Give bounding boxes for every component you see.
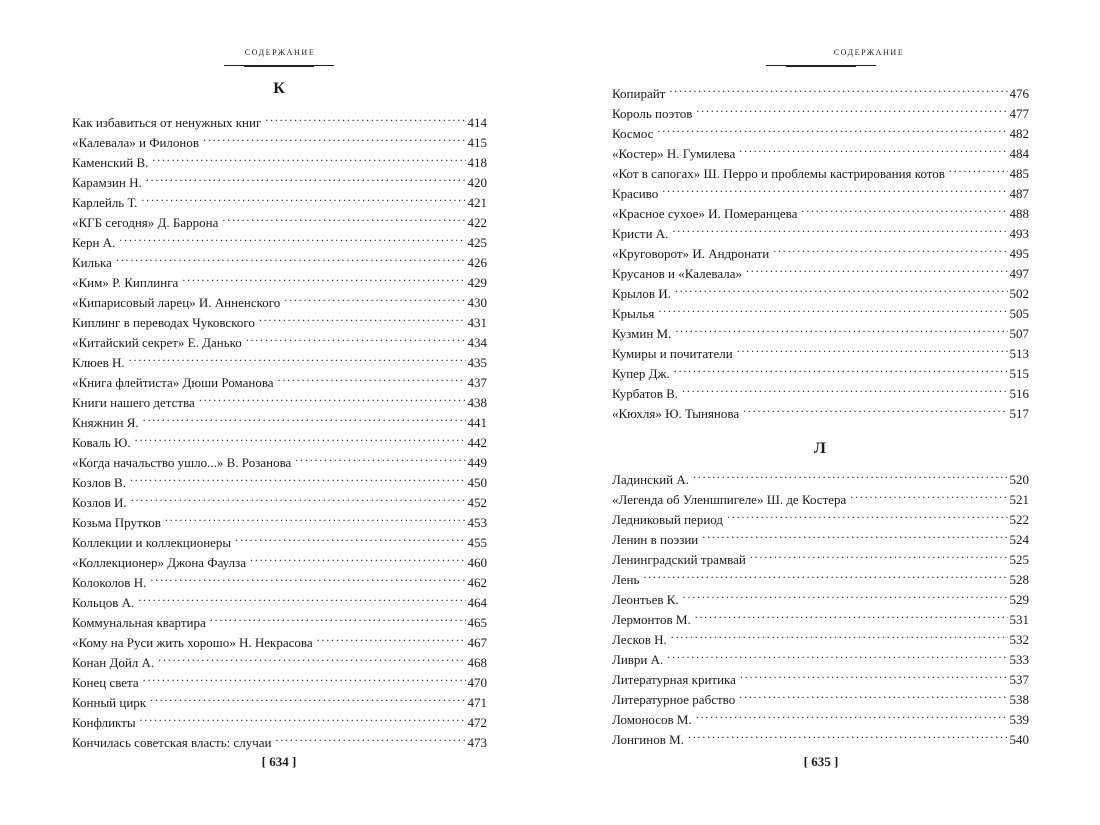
entry-title: Кристи А. xyxy=(612,226,669,241)
entry-title: Конан Дойл А. xyxy=(72,655,155,670)
entry-title: Козлов И. xyxy=(72,495,127,510)
dot-leader xyxy=(696,98,1007,118)
entry-title: Космос xyxy=(612,126,654,141)
dot-leader xyxy=(143,407,466,427)
dot-leader xyxy=(129,347,466,367)
toc-list xyxy=(612,78,1029,421)
dot-leader xyxy=(702,524,1007,544)
entry-title: Крылья xyxy=(612,306,655,321)
toc-entry xyxy=(72,427,487,450)
entry-page-number: 473 xyxy=(467,735,487,750)
dot-leader xyxy=(688,724,1008,744)
dot-leader xyxy=(658,298,1007,318)
entry-title: «Ким» Р. Киплинга xyxy=(72,275,179,290)
toc-entry xyxy=(72,107,487,130)
entry-page-number: 537 xyxy=(1009,672,1029,687)
entry-page-number: 441 xyxy=(467,415,487,430)
entry-page-number: 455 xyxy=(467,535,487,550)
entry-title: Карамзин Н. xyxy=(72,175,142,190)
dot-leader xyxy=(265,107,465,127)
entry-title: Конный цирк xyxy=(72,695,147,710)
entry-title: Как избавиться от ненужных книг xyxy=(72,115,262,130)
dot-leader xyxy=(672,218,1007,238)
dot-leader xyxy=(674,358,1008,378)
dot-leader xyxy=(657,118,1007,138)
entry-page-number: 528 xyxy=(1009,572,1029,587)
toc-entry xyxy=(612,298,1029,321)
entry-page-number: 487 xyxy=(1009,186,1029,201)
toc-entry xyxy=(612,278,1029,301)
toc-list xyxy=(612,464,1029,747)
toc-entry xyxy=(72,467,487,490)
entry-page-number: 420 xyxy=(467,175,487,190)
dot-leader xyxy=(143,667,466,687)
right-page xyxy=(550,0,1100,825)
entry-page-number: 539 xyxy=(1009,712,1029,727)
entry-page-number: 531 xyxy=(1009,612,1029,627)
entry-title: Кончилась советская власть: случаи xyxy=(72,735,272,750)
entry-title: «Кипарисовый ларец» И. Анненского xyxy=(72,295,281,310)
entry-title: Лесков Н. xyxy=(612,632,667,647)
entry-title: Курбатов В. xyxy=(612,386,679,401)
entry-page-number: 482 xyxy=(1009,126,1029,141)
entry-title: «Легенда об Уленшпигеле» Ш. де Костера xyxy=(612,492,847,507)
entry-page-number: 415 xyxy=(467,135,487,150)
entry-page-number: 452 xyxy=(467,495,487,510)
entry-page-number: 453 xyxy=(467,515,487,530)
dot-leader xyxy=(850,484,1007,504)
dot-leader xyxy=(737,338,1008,358)
dot-leader xyxy=(135,427,466,447)
entry-page-number: 462 xyxy=(467,575,487,590)
entry-page-number: 438 xyxy=(467,395,487,410)
entry-page-number: 464 xyxy=(467,595,487,610)
dot-leader xyxy=(152,147,465,167)
toc-entry xyxy=(612,664,1029,687)
dot-leader xyxy=(801,198,1007,218)
dot-leader xyxy=(695,604,1008,624)
section-letter: Л xyxy=(814,440,826,457)
entry-title: Кузмин М. xyxy=(612,326,672,341)
entry-page-number: 524 xyxy=(1009,532,1029,547)
toc-entry xyxy=(72,367,487,390)
entry-page-number: 421 xyxy=(467,195,487,210)
entry-page-number: 472 xyxy=(467,715,487,730)
entry-title: Киплинг в переводах Чуковского xyxy=(72,315,255,330)
dot-leader xyxy=(662,178,1007,198)
entry-title: Клюев Н. xyxy=(72,355,125,370)
entry-title: «Коллекционер» Джона Фаулза xyxy=(72,555,247,570)
dot-leader xyxy=(138,587,465,607)
entry-title: Ленинградский трамвай xyxy=(612,552,746,567)
entry-title: Колоколов Н. xyxy=(72,575,147,590)
toc-entry xyxy=(72,487,487,510)
page-number: [ 634 ] xyxy=(261,754,297,769)
entry-page-number: 471 xyxy=(467,695,487,710)
entry-page-number: 485 xyxy=(1009,166,1029,181)
toc-entry xyxy=(72,247,487,270)
dot-leader xyxy=(259,307,466,327)
toc-list xyxy=(72,107,487,750)
entry-page-number: 525 xyxy=(1009,552,1029,567)
entry-title: «Книга флейтиста» Дюши Романова xyxy=(72,375,274,390)
entry-page-number: 426 xyxy=(467,255,487,270)
entry-title: Лень xyxy=(612,572,640,587)
dot-leader xyxy=(250,547,465,567)
dot-leader xyxy=(746,258,1008,278)
entry-page-number: 477 xyxy=(1009,106,1029,121)
dot-leader xyxy=(199,387,466,407)
entry-title: Ленин в поэзии xyxy=(612,532,699,547)
entry-title: «КГБ сегодня» Д. Баррона xyxy=(72,215,219,230)
running-head: содержание xyxy=(833,46,905,58)
toc-entry xyxy=(612,98,1029,121)
entry-title: Литературная критика xyxy=(612,672,736,687)
toc-entry xyxy=(72,447,487,470)
dot-leader xyxy=(131,487,466,507)
entry-page-number: 507 xyxy=(1009,326,1029,341)
entry-page-number: 517 xyxy=(1009,406,1029,421)
entry-title: Ледниковый период xyxy=(612,512,724,527)
dot-leader xyxy=(743,398,1007,418)
toc-entry xyxy=(612,318,1029,341)
running-head: содержание xyxy=(244,46,316,58)
entry-page-number: 470 xyxy=(467,675,487,690)
entry-page-number: 538 xyxy=(1009,692,1029,707)
entry-page-number: 435 xyxy=(467,355,487,370)
page-number: [ 635 ] xyxy=(803,754,839,769)
dot-leader xyxy=(682,378,1007,398)
dot-leader xyxy=(317,627,466,647)
toc-entry xyxy=(612,624,1029,647)
entry-page-number: 493 xyxy=(1009,226,1029,241)
dot-leader xyxy=(696,704,1008,724)
entry-page-number: 429 xyxy=(467,275,487,290)
dot-leader xyxy=(150,687,465,707)
entry-page-number: 460 xyxy=(467,555,487,570)
entry-title: Карлейль Т. xyxy=(72,195,138,210)
dot-leader xyxy=(130,467,466,487)
entry-page-number: 516 xyxy=(1009,386,1029,401)
entry-page-number: 488 xyxy=(1009,206,1029,221)
entry-page-number: 449 xyxy=(467,455,487,470)
entry-page-number: 522 xyxy=(1009,512,1029,527)
entry-title: Коваль Ю. xyxy=(72,435,131,450)
entry-title: Козьма Прутков xyxy=(72,515,161,530)
entry-title: Кумиры и почитатели xyxy=(612,346,733,361)
entry-title: Литературное рабство xyxy=(612,692,736,707)
toc-entry xyxy=(612,118,1029,141)
dot-leader xyxy=(141,187,465,207)
entry-title: Книги нашего детства xyxy=(72,395,195,410)
entry-title: «Кюхля» Ю. Тынянова xyxy=(612,406,740,421)
toc-entry xyxy=(612,338,1029,361)
dot-leader xyxy=(278,367,466,387)
entry-page-number: 495 xyxy=(1009,246,1029,261)
entry-page-number: 540 xyxy=(1009,732,1029,747)
entry-title: Ливри А. xyxy=(612,652,664,667)
dot-leader xyxy=(140,707,466,727)
dot-leader xyxy=(295,447,465,467)
dot-leader xyxy=(210,607,466,627)
head-rule xyxy=(766,65,876,67)
entry-page-number: 513 xyxy=(1009,346,1029,361)
toc-entry xyxy=(612,464,1029,487)
dot-leader xyxy=(276,727,466,747)
toc-entry xyxy=(72,347,487,370)
toc-entry xyxy=(612,78,1029,101)
entry-page-number: 520 xyxy=(1009,472,1029,487)
entry-title: Ломоносов М. xyxy=(612,712,692,727)
entry-title: Лонгинов М. xyxy=(612,732,684,747)
toc-entry xyxy=(612,218,1029,241)
entry-title: Конфликты xyxy=(72,715,136,730)
dot-leader xyxy=(182,267,465,287)
dot-leader xyxy=(675,278,1008,298)
dot-leader xyxy=(150,567,465,587)
entry-page-number: 505 xyxy=(1009,306,1029,321)
entry-title: Коммунальная квартира xyxy=(72,615,206,630)
dot-leader xyxy=(949,158,1008,178)
dot-leader xyxy=(146,167,466,187)
entry-title: Козлов В. xyxy=(72,475,126,490)
entry-title: «Калевала» и Филонов xyxy=(72,135,200,150)
toc-entry xyxy=(612,178,1029,201)
dot-leader xyxy=(675,318,1007,338)
dot-leader xyxy=(203,127,465,147)
toc-entry xyxy=(612,198,1029,221)
entry-title: «Кот в сапогах» Ш. Перро и проблемы кастрирования котов xyxy=(612,166,945,181)
dot-leader xyxy=(643,564,1007,584)
dot-leader xyxy=(284,287,465,307)
entry-page-number: 529 xyxy=(1009,592,1029,607)
dot-leader xyxy=(669,78,1007,98)
dot-leader xyxy=(667,644,1007,664)
dot-leader xyxy=(739,138,1007,158)
dot-leader xyxy=(235,527,465,547)
toc-entry xyxy=(72,227,487,250)
toc-entry xyxy=(612,138,1029,161)
toc-entry xyxy=(612,584,1029,607)
toc-entry xyxy=(612,644,1029,667)
entry-page-number: 497 xyxy=(1009,266,1029,281)
entry-title: «Китайский секрет» Е. Данько xyxy=(72,335,242,350)
entry-title: Ладинский А. xyxy=(612,472,690,487)
entry-page-number: 422 xyxy=(467,215,487,230)
entry-page-number: 468 xyxy=(467,655,487,670)
entry-title: «Костер» Н. Гумилева xyxy=(612,146,736,161)
toc-entry xyxy=(72,507,487,530)
entry-page-number: 532 xyxy=(1009,632,1029,647)
entry-page-number: 502 xyxy=(1009,286,1029,301)
entry-title: Красиво xyxy=(612,186,659,201)
entry-title: «Круговорот» И. Андронати xyxy=(612,246,770,261)
toc-entry xyxy=(612,564,1029,587)
entry-title: Купер Дж. xyxy=(612,366,670,381)
dot-leader xyxy=(740,664,1008,684)
entry-page-number: 434 xyxy=(467,335,487,350)
entry-page-number: 533 xyxy=(1009,652,1029,667)
entry-page-number: 414 xyxy=(467,115,487,130)
entry-page-number: 465 xyxy=(467,615,487,630)
entry-title: Керн А. xyxy=(72,235,116,250)
entry-title: «Когда начальство ушло...» В. Розанова xyxy=(72,455,292,470)
entry-title: Леонтьев К. xyxy=(612,592,679,607)
entry-page-number: 430 xyxy=(467,295,487,310)
toc-entry xyxy=(612,238,1029,261)
entry-page-number: 521 xyxy=(1009,492,1029,507)
dot-leader xyxy=(739,684,1007,704)
entry-title: Король поэтов xyxy=(612,106,693,121)
entry-page-number: 418 xyxy=(467,155,487,170)
entry-title: Конец света xyxy=(72,675,139,690)
dot-leader xyxy=(165,507,466,527)
entry-title: «Красное сухое» И. Померанцева xyxy=(612,206,798,221)
entry-page-number: 425 xyxy=(467,235,487,250)
entry-title: Крусанов и «Калевала» xyxy=(612,266,742,281)
entry-title: Копирайт xyxy=(612,86,666,101)
entry-title: Каменский В. xyxy=(72,155,149,170)
toc-entry xyxy=(72,267,487,290)
section-letter: К xyxy=(273,80,285,97)
dot-leader xyxy=(727,504,1007,524)
entry-title: Крылов И. xyxy=(612,286,671,301)
entry-page-number: 442 xyxy=(467,435,487,450)
dot-leader xyxy=(773,238,1007,258)
entry-title: Килька xyxy=(72,255,112,270)
entry-page-number: 484 xyxy=(1009,146,1029,161)
dot-leader xyxy=(222,207,465,227)
entry-title: Коллекции и коллекционеры xyxy=(72,535,232,550)
entry-page-number: 450 xyxy=(467,475,487,490)
entry-page-number: 431 xyxy=(467,315,487,330)
dot-leader xyxy=(158,647,465,667)
dot-leader xyxy=(693,464,1007,484)
toc-entry xyxy=(612,358,1029,381)
entry-title: Кольцов А. xyxy=(72,595,135,610)
entry-title: Лермонтов М. xyxy=(612,612,691,627)
entry-page-number: 476 xyxy=(1009,86,1029,101)
entry-title: «Кому на Руси жить хорошо» Н. Некрасова xyxy=(72,635,313,650)
dot-leader xyxy=(683,584,1008,604)
dot-leader xyxy=(750,544,1008,564)
dot-leader xyxy=(246,327,466,347)
entry-title: Княжнин Я. xyxy=(72,415,139,430)
entry-page-number: 515 xyxy=(1009,366,1029,381)
head-rule xyxy=(224,65,334,67)
dot-leader xyxy=(119,227,465,247)
dot-leader xyxy=(671,624,1008,644)
entry-page-number: 467 xyxy=(467,635,487,650)
dot-leader xyxy=(116,247,466,267)
entry-page-number: 437 xyxy=(467,375,487,390)
toc-entry xyxy=(612,378,1029,401)
